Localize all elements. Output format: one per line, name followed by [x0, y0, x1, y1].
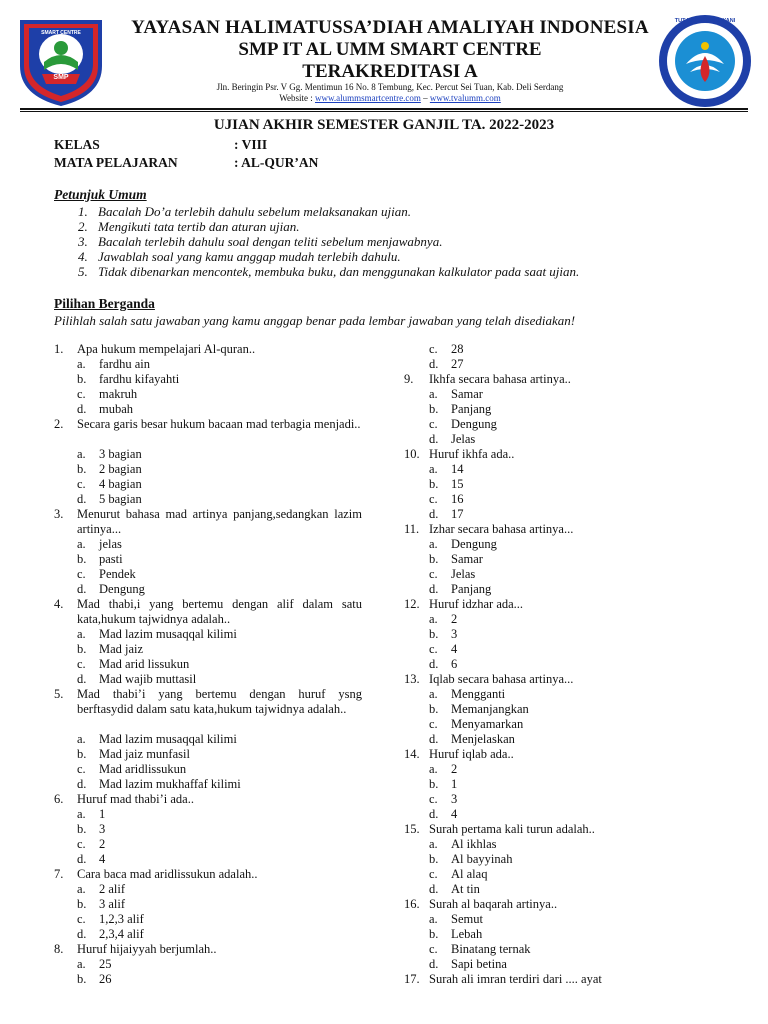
answer-option [429, 477, 464, 492]
option-letter: b. [77, 897, 87, 911]
accreditation: TERAKREDITASI A [302, 61, 478, 82]
option-text: Binatang ternak [451, 942, 531, 956]
option-text: 2 alif [99, 882, 126, 896]
question-number: 16. [404, 897, 420, 911]
answer-option [429, 852, 512, 867]
answer-option [429, 537, 497, 552]
meta-value: : AL-QUR’AN [234, 155, 319, 170]
option-text: 1 [451, 777, 458, 791]
answer-option [429, 462, 464, 477]
option-letter: b. [77, 552, 87, 566]
option-letter: b. [429, 777, 439, 791]
option-letter: a. [429, 612, 438, 626]
answer-option [77, 387, 137, 402]
option-text: 2 [99, 837, 106, 851]
answer-option [77, 627, 237, 642]
meta-mapel [54, 155, 318, 171]
header-rule-thin [20, 111, 748, 112]
option-text: Memanjangkan [451, 702, 529, 716]
answer-option [429, 387, 483, 402]
website-line [100, 93, 680, 103]
answer-option [77, 972, 112, 987]
school-logo-bottom-text: SMP [53, 74, 69, 81]
question-text: Mad thabi’i yang bertemu dengan huruf ysng berftasydid dalam satu kata,hukum tajwidnya adalah.. [77, 687, 362, 716]
answer-option [77, 492, 142, 507]
answer-option [77, 837, 105, 852]
option-letter: b. [429, 477, 439, 491]
answer-option [429, 942, 531, 957]
answer-option [429, 687, 505, 702]
option-text: Semut [451, 912, 483, 926]
option-text: Dengung [451, 417, 497, 431]
instruction-item: 1. Bacalah Do’a terlebih dahulu sebelum melaksanakan ujian. [78, 204, 412, 219]
option-letter: d. [77, 672, 87, 686]
option-text: 14 [451, 462, 464, 476]
question-number: 13. [404, 672, 420, 686]
answer-option [429, 342, 464, 357]
question-text: Huruf iqlab ada.. [429, 747, 514, 761]
option-letter: c. [77, 477, 86, 491]
option-text: 28 [451, 342, 464, 356]
option-text: mubah [99, 402, 134, 416]
option-letter: d. [429, 507, 439, 521]
question-text: Surah al baqarah artinya.. [429, 897, 558, 911]
answer-option [429, 492, 464, 507]
option-text: 2 [451, 612, 458, 626]
option-letter: c. [77, 657, 86, 671]
answer-option [77, 957, 112, 972]
option-text: 27 [451, 357, 464, 371]
instruction-item: 3. Bacalah terlebih dahulu soal dengan teliti sebelum menjawabnya. [78, 234, 443, 249]
option-text: 4 [451, 807, 458, 821]
option-text: Samar [451, 387, 483, 401]
pilihan-title: Pilihan Berganda [54, 296, 155, 311]
option-text: 2,3,4 alif [99, 927, 144, 941]
answer-option [77, 852, 105, 867]
option-letter: c. [429, 642, 438, 656]
answer-option [429, 642, 457, 657]
question-text: Huruf ikhfa ada.. [429, 447, 515, 461]
meta-kelas [54, 137, 267, 153]
question-number: 1. [54, 342, 64, 356]
option-text: Mad arid lissukun [99, 657, 190, 671]
school-name: SMP IT AL UMM SMART CENTRE [238, 39, 542, 60]
answer-option [77, 537, 122, 552]
answer-option [77, 402, 133, 417]
question-text: Mad thabi,i yang bertemu dengan alif dalam satu kata,hukum tajwidnya adalah.. [77, 597, 362, 626]
option-letter: d. [429, 882, 439, 896]
answer-option [429, 627, 457, 642]
option-letter: b. [77, 372, 87, 386]
answer-option [429, 882, 480, 897]
option-letter: d. [429, 732, 439, 746]
option-text: 4 [451, 642, 458, 656]
option-letter: a. [77, 627, 86, 641]
option-letter: c. [429, 717, 438, 731]
meta-value: : VIII [234, 137, 268, 152]
answer-option [77, 897, 125, 912]
option-letter: b. [77, 747, 87, 761]
option-letter: d. [429, 582, 439, 596]
option-text: Mad jaiz munfasil [99, 747, 190, 761]
option-letter: c. [77, 837, 86, 851]
option-letter: b. [77, 822, 87, 836]
question-number: 2. [54, 417, 64, 431]
answer-option [77, 447, 142, 462]
option-text: fardhu ain [99, 357, 151, 371]
option-letter: d. [429, 807, 439, 821]
question-text: Menurut bahasa mad artinya panjang,sedangkan lazim artinya... [77, 507, 362, 536]
option-letter: d. [77, 582, 87, 596]
option-letter: b. [429, 402, 439, 416]
question-number: 11. [404, 522, 420, 536]
option-text: 3 bagian [99, 447, 142, 461]
question-number: 4. [54, 597, 64, 611]
answer-option [77, 912, 144, 927]
option-text: jelas [99, 537, 122, 551]
answer-option [77, 807, 105, 822]
option-text: Lebah [451, 927, 483, 941]
answer-option [77, 882, 125, 897]
question-text: Huruf hijaiyyah berjumlah.. [77, 942, 217, 956]
option-text: 3 [99, 822, 106, 836]
option-text: 16 [451, 492, 464, 506]
option-text: 15 [451, 477, 464, 491]
option-text: 3 [451, 627, 458, 641]
option-letter: a. [429, 687, 438, 701]
option-text: Dengung [99, 582, 145, 596]
option-letter: a. [77, 807, 86, 821]
answer-option [429, 717, 523, 732]
option-letter: c. [429, 492, 438, 506]
exam-title: UJIAN AKHIR SEMESTER GANJIL TA. 2022-2023 [213, 117, 555, 133]
option-letter: b. [77, 642, 87, 656]
answer-option [429, 777, 457, 792]
answer-option [77, 357, 150, 372]
answer-option [77, 672, 196, 687]
question-number: 5. [54, 687, 64, 701]
answer-option [429, 357, 464, 372]
question-number: 9. [404, 372, 414, 386]
question-number: 6. [54, 792, 64, 806]
option-letter: a. [429, 387, 438, 401]
answer-option [429, 402, 491, 417]
answer-option [429, 762, 457, 777]
option-letter: d. [429, 657, 439, 671]
option-letter: b. [429, 927, 439, 941]
answer-option [77, 567, 136, 582]
option-letter: c. [429, 567, 438, 581]
question-number: 17. [404, 972, 420, 986]
answer-option [77, 732, 237, 747]
tut-wuri-ring-text: TUT WURI HANDAYANI [674, 18, 736, 24]
option-text: 17 [451, 507, 464, 521]
option-text: Mad wajib muttasil [99, 672, 197, 686]
option-text: Mad jaiz [99, 642, 144, 656]
pilihan-subtitle: Pilihlah salah satu jawaban yang kamu anggap benar pada lembar jawaban yang telah disediakan! [54, 313, 576, 328]
answer-option [429, 567, 475, 582]
option-letter: c. [77, 762, 86, 776]
option-text: Mengganti [451, 687, 506, 701]
answer-option [429, 807, 457, 822]
answer-option [429, 732, 515, 747]
option-letter: a. [77, 957, 86, 971]
option-text: Al ikhlas [451, 837, 497, 851]
option-text: 1 [99, 807, 106, 821]
answer-option [429, 957, 507, 972]
option-letter: a. [429, 762, 438, 776]
option-text: fardhu kifayahti [99, 372, 180, 386]
answer-option [77, 822, 105, 837]
option-text: 5 bagian [99, 492, 142, 506]
option-letter: d. [77, 777, 87, 791]
answer-option [429, 927, 482, 942]
petunjuk-title: Petunjuk Umum [54, 187, 147, 202]
option-letter: c. [429, 342, 438, 356]
answer-option [77, 582, 145, 597]
option-letter: c. [77, 387, 86, 401]
option-text: 4 bagian [99, 477, 142, 491]
option-letter: b. [77, 972, 87, 986]
answer-option [77, 777, 241, 792]
option-text: pasti [99, 552, 123, 566]
option-letter: b. [429, 627, 439, 641]
website-separator: – [423, 93, 428, 103]
option-letter: a. [77, 357, 86, 371]
option-text: 6 [451, 657, 458, 671]
option-letter: a. [77, 537, 86, 551]
question-text: Ikhfa secara bahasa artinya.. [429, 372, 571, 386]
option-letter: b. [429, 702, 439, 716]
website-link-1[interactable]: www.alummsmartcentre.com [314, 93, 421, 103]
answer-option [429, 912, 483, 927]
option-letter: d. [77, 402, 87, 416]
option-text: 1,2,3 alif [99, 912, 144, 926]
answer-option [429, 657, 457, 672]
option-text: Jelas [451, 432, 476, 446]
option-text: Panjang [451, 402, 492, 416]
question-number: 7. [54, 867, 64, 881]
option-text: 26 [99, 972, 112, 986]
option-text: 25 [99, 957, 112, 971]
option-text: 3 alif [99, 897, 126, 911]
option-letter: d. [77, 492, 87, 506]
answer-option [429, 702, 529, 717]
option-letter: a. [77, 447, 86, 461]
school-address: Jln. Beringin Psr. V Gg. Mentimun 16 No. 8 Tembung, Kec. Percut Sei Tuan, Kab. Deli Serdang [216, 82, 564, 92]
answer-option [77, 747, 190, 762]
option-text: Panjang [451, 582, 492, 596]
option-text: Mad aridlissukun [99, 762, 187, 776]
answer-option [77, 552, 123, 567]
question-text: Cara baca mad aridlissukun adalah.. [77, 867, 258, 881]
option-letter: a. [77, 882, 86, 896]
instruction-item: 4. Jawablah soal yang kamu anggap mudah terlebih dahulu. [78, 249, 401, 264]
answer-option [429, 552, 483, 567]
answer-option [429, 432, 475, 447]
option-text: Mad lazim mukhaffaf kilimi [99, 777, 241, 791]
website-label: Website : [279, 93, 313, 103]
option-letter: c. [77, 567, 86, 581]
answer-option [429, 867, 487, 882]
answer-option [429, 507, 464, 522]
school-logo [14, 14, 108, 108]
option-text: Mad lazim musaqqal kilimi [99, 732, 237, 746]
option-text: Dengung [451, 537, 497, 551]
answer-option [429, 792, 457, 807]
instruction-item: 2. Mengikuti tata tertib dan aturan ujian. [78, 219, 300, 234]
question-number: 14. [404, 747, 420, 761]
option-letter: d. [429, 432, 439, 446]
option-text: Samar [451, 552, 483, 566]
meta-label: KELAS [54, 137, 100, 152]
option-text: 2 bagian [99, 462, 142, 476]
question-text: Huruf idzhar ada... [429, 597, 524, 611]
question-text: Huruf mad thabi’i ada.. [77, 792, 194, 806]
answer-option [77, 657, 189, 672]
school-logo-top-text: SMART CENTRE [41, 30, 81, 36]
option-letter: b. [77, 462, 87, 476]
website-link-2[interactable]: www.tvalumm.com [429, 93, 501, 103]
answer-option [77, 642, 143, 657]
question-text: Surah ali imran terdiri dari .... ayat [429, 972, 602, 986]
option-text: Menyamarkan [451, 717, 524, 731]
option-text: makruh [99, 387, 138, 401]
option-text: Jelas [451, 567, 476, 581]
school-logo-shield-icon [14, 14, 108, 108]
option-text: Menjelaskan [451, 732, 515, 746]
option-text: Pendek [99, 567, 136, 581]
option-letter: c. [77, 912, 86, 926]
question-text: Iqlab secara bahasa artinya... [429, 672, 574, 686]
meta-label: MATA PELAJARAN [54, 155, 178, 170]
question-number: 15. [404, 822, 420, 836]
option-letter: b. [429, 552, 439, 566]
question-text: Izhar secara bahasa artinya... [429, 522, 574, 536]
question-text: Apa hukum mempelajari Al-quran.. [77, 342, 256, 356]
option-letter: d. [429, 357, 439, 371]
option-letter: c. [429, 942, 438, 956]
option-text: Mad lazim musaqqal kilimi [99, 627, 237, 641]
question-number: 3. [54, 507, 64, 521]
option-letter: a. [429, 537, 438, 551]
answer-option [429, 417, 497, 432]
answer-option [77, 927, 144, 942]
question-number: 12. [404, 597, 420, 611]
option-letter: d. [77, 852, 87, 866]
option-text: 2 [451, 762, 458, 776]
answer-option [77, 372, 179, 387]
question-number: 10. [404, 447, 420, 461]
option-letter: c. [429, 792, 438, 806]
option-text: 4 [99, 852, 106, 866]
answer-option [77, 462, 142, 477]
option-letter: d. [77, 927, 87, 941]
option-letter: d. [429, 957, 439, 971]
option-letter: b. [429, 852, 439, 866]
option-letter: a. [77, 732, 86, 746]
answer-option [429, 837, 496, 852]
option-text: At tin [451, 882, 480, 896]
option-text: Al bayyinah [451, 852, 513, 866]
answer-option [77, 477, 142, 492]
answer-option [77, 762, 186, 777]
option-text: Al alaq [451, 867, 488, 881]
header-rule-thick [20, 108, 748, 110]
question-text: Surah pertama kali turun adalah.. [429, 822, 595, 836]
foundation-name: YAYASAN HALIMATUSSA’DIAH AMALIYAH INDONESIA [131, 17, 649, 38]
question-number: 8. [54, 942, 64, 956]
answer-option [429, 612, 457, 627]
option-letter: c. [429, 417, 438, 431]
instruction-item: 5. Tidak dibenarkan mencontek, membuka buku, dan menggunakan kalkulator pada saat ujian. [78, 264, 580, 279]
option-letter: a. [429, 837, 438, 851]
option-letter: c. [429, 867, 438, 881]
answer-option [429, 582, 491, 597]
option-text: Sapi betina [451, 957, 507, 971]
option-letter: a. [429, 912, 438, 926]
question-text: Secara garis besar hukum bacaan mad terbagia menjadi.. [77, 417, 361, 431]
option-text: 3 [451, 792, 458, 806]
option-letter: a. [429, 462, 438, 476]
